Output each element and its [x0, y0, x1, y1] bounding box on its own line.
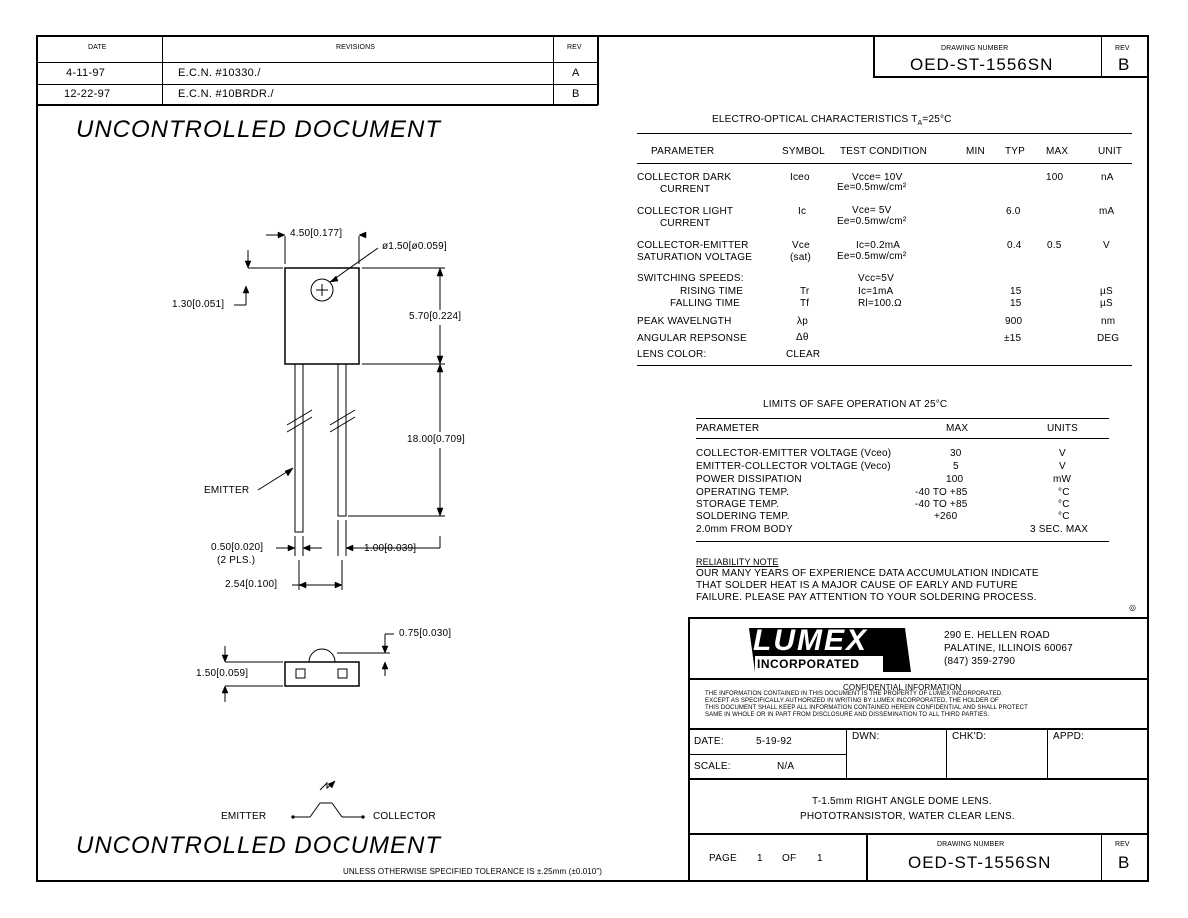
- dim-lead-offset: 1.00[0.039]: [364, 543, 417, 554]
- limits-param: 2.0mm FROM BODY: [696, 524, 793, 535]
- page-of-label: OF: [782, 853, 797, 864]
- schematic-collector-label: COLLECTOR: [373, 811, 436, 822]
- limits-max: -40 TO +85: [915, 499, 968, 510]
- lumex-logo: [745, 626, 915, 674]
- eo-typ: 6.0: [1006, 206, 1021, 217]
- limits-header-units: UNITS: [1047, 423, 1078, 434]
- uncontrolled-watermark-top: UNCONTROLLED DOCUMENT: [76, 116, 442, 143]
- limits-param: POWER DISSIPATION: [696, 474, 802, 485]
- schematic-emitter-label: EMITTER: [221, 811, 267, 822]
- limits-unit: V: [1059, 461, 1066, 472]
- eo-symbol: Tr: [800, 286, 810, 297]
- eo-header-max: MAX: [1046, 146, 1069, 157]
- limits-param: EMITTER-COLLECTOR VOLTAGE (Veco): [696, 461, 891, 472]
- eo-cond: Ee=0.5mw/cm²: [837, 251, 907, 262]
- date-label: DATE:: [694, 736, 724, 747]
- drawing-number-label: DRAWING NUMBER: [941, 45, 1009, 52]
- eo-param: ANGULAR REPSONSE: [637, 333, 747, 344]
- uncontrolled-watermark-bottom: UNCONTROLLED DOCUMENT: [76, 832, 442, 859]
- page-number: 1: [757, 853, 763, 864]
- rev-header-rev: REV: [567, 44, 582, 51]
- eo-symbol: Ic: [798, 206, 807, 217]
- eo-cond: Ic=1mA: [858, 286, 894, 297]
- rev-row-rev: A: [572, 67, 580, 79]
- part-description-2: PHOTOTRANSISTOR, WATER CLEAR LENS.: [800, 811, 1015, 822]
- limits-unit: mW: [1053, 474, 1072, 485]
- emitter-label: EMITTER: [204, 485, 250, 496]
- limits-param: SOLDERING TEMP.: [696, 511, 790, 522]
- reliability-line: OUR MANY YEARS OF EXPERIENCE DATA ACCUMULATION INDICATE: [696, 568, 1039, 579]
- eo-symbol: Vce: [792, 240, 810, 251]
- rev-row-date: 4-11-97: [66, 67, 106, 79]
- reliability-title: RELIABILITY NOTE: [696, 557, 779, 567]
- eo-unit: DEG: [1097, 333, 1120, 344]
- eo-header-param: PARAMETER: [651, 146, 715, 157]
- rev-row-desc: E.C.N. #10BRDR./: [178, 88, 274, 100]
- eo-cond: Vcc=5V: [858, 273, 894, 284]
- company-phone: (847) 359-2790: [944, 656, 1016, 667]
- eo-unit: nm: [1101, 316, 1116, 327]
- eo-cond: Rl=100.Ω: [858, 298, 902, 309]
- eo-typ: 900: [1005, 316, 1023, 327]
- page-total: 1: [817, 853, 823, 864]
- eo-cond: Ic=0.2mA: [856, 240, 901, 251]
- chkd-label: CHK'D:: [952, 731, 987, 742]
- eo-header-cond: TEST CONDITION: [840, 146, 928, 157]
- eo-param: FALLING TIME: [670, 298, 741, 309]
- eo-unit: V: [1103, 240, 1110, 251]
- rev-row-desc: E.C.N. #10330./: [178, 67, 261, 79]
- eo-header-typ: TYP: [1005, 146, 1026, 157]
- dim-lead-pitch: 2.54[0.100]: [225, 579, 278, 590]
- eo-unit: mA: [1099, 206, 1115, 217]
- tolerance-note: UNLESS OTHERWISE SPECIFIED TOLERANCE IS ±.25mm (±0.010"): [343, 867, 603, 876]
- dim-body-height: 5.70[0.224]: [409, 311, 462, 322]
- limits-unit: °C: [1058, 499, 1070, 510]
- confidential-line: EXCEPT AS SPECIFICALLY AUTHORIZED IN WRITING BY LUMEX INCORPORATED, THE HOLDER OF: [705, 698, 999, 704]
- eo-max: 100: [1046, 172, 1064, 183]
- eo-symbol: (sat): [790, 252, 811, 263]
- limits-param: OPERATING TEMP.: [696, 487, 790, 498]
- eo-param: PEAK WAVELNGTH: [637, 316, 732, 327]
- eo-symbol: Tf: [800, 298, 810, 309]
- reliability-line: THAT SOLDER HEAT IS A MAJOR CAUSE OF EARLY AND FUTURE: [696, 580, 1018, 591]
- dwn-label: DWN:: [852, 731, 880, 742]
- limits-max: +260: [934, 511, 958, 522]
- limits-param: STORAGE TEMP.: [696, 499, 780, 510]
- eo-unit: µS: [1100, 298, 1113, 309]
- eo-header-min: MIN: [966, 146, 985, 157]
- eo-symbol: CLEAR: [786, 349, 821, 360]
- limits-unit: 3 SEC. MAX: [1030, 524, 1089, 535]
- limits-unit: °C: [1058, 487, 1070, 498]
- bottom-drawing-number: OED-ST-1556SN: [908, 853, 1052, 872]
- limits-param: COLLECTOR-EMITTER VOLTAGE (Vceo): [696, 448, 892, 459]
- part-description-1: T-1.5mm RIGHT ANGLE DOME LENS.: [812, 796, 992, 807]
- rev-header-revisions: REVISIONS: [336, 44, 376, 51]
- bottom-rev-value: B: [1118, 853, 1131, 872]
- confidential-line: THIS DOCUMENT SHALL KEEP ALL INFORMATION CONTAINED HEREIN CONFIDENTIAL AND SHALL PROTECT: [705, 705, 1028, 711]
- rev-label: REV: [1115, 45, 1130, 52]
- eo-param: CURRENT: [660, 218, 711, 229]
- eo-symbol: λp: [797, 316, 808, 327]
- eo-symbol: Δθ: [796, 332, 809, 343]
- eo-param: RISING TIME: [680, 286, 744, 297]
- eo-typ: 0.4: [1007, 240, 1022, 251]
- rev-value: B: [1118, 55, 1131, 74]
- company-address-2: PALATINE, ILLINOIS 60067: [944, 643, 1073, 654]
- dim-lens-offset: 1.30[0.051]: [172, 299, 225, 310]
- eo-cond: Vcce= 10V: [852, 172, 903, 183]
- dim-width: 4.50[0.177]: [290, 228, 343, 239]
- drawing-number: OED-ST-1556SN: [910, 55, 1054, 74]
- lumex-incorporated: INCORPORATED: [757, 657, 860, 671]
- eo-typ: ±15: [1004, 333, 1022, 344]
- eo-cond: Ee=0.5mw/cm²: [837, 182, 907, 193]
- eo-symbol: Iceo: [790, 172, 810, 183]
- bottom-drawing-label: DRAWING NUMBER: [937, 841, 1005, 848]
- eo-unit: nA: [1101, 172, 1114, 183]
- limits-max: -40 TO +85: [915, 487, 968, 498]
- eo-param: COLLECTOR-EMITTER: [637, 240, 749, 251]
- limits-header-max: MAX: [946, 423, 969, 434]
- limits-unit: °C: [1058, 511, 1070, 522]
- dim-lead-length: 18.00[0.709]: [407, 434, 466, 445]
- confidential-title: CONFIDENTIAL INFORMATION: [843, 683, 962, 692]
- eo-param: LENS COLOR:: [637, 349, 707, 360]
- lumex-logo-text: LUMEX: [753, 624, 868, 657]
- dim-lens-diameter: ø1.50[ø0.059]: [382, 241, 447, 252]
- limits-max: 5: [953, 461, 959, 472]
- confidential-line: SAME IN WHOLE OR IN PART FROM DISCLOSURE AND DISSEMINATION TO ALL THIRD PARTIES.: [705, 712, 990, 718]
- eo-param: SWITCHING SPEEDS:: [637, 273, 744, 284]
- rev-row-rev: B: [572, 88, 580, 100]
- eo-header-symbol: SYMBOL: [782, 146, 825, 157]
- eo-cond: Vce= 5V: [852, 205, 892, 216]
- limits-title: LIMITS OF SAFE OPERATION AT 25°C: [763, 399, 948, 410]
- page-label: PAGE: [709, 853, 737, 864]
- eo-cond: Ee=0.5mw/cm²: [837, 216, 907, 227]
- dim-side-height: 1.50[0.059]: [196, 668, 249, 679]
- rev-header-date: DATE: [88, 44, 107, 51]
- eo-title: ELECTRO-OPTICAL CHARACTERISTICS $T_A=25^\circ C$: [712, 114, 952, 127]
- eo-param: COLLECTOR DARK: [637, 172, 732, 183]
- eo-max: 0.5: [1047, 240, 1062, 251]
- limits-header-param: PARAMETER: [696, 423, 760, 434]
- reliability-line: FAILURE. PLEASE PAY ATTENTION TO YOUR SOLDERING PROCESS.: [696, 592, 1037, 603]
- company-address-1: 290 E. HELLEN ROAD: [944, 630, 1050, 641]
- rev-row-date: 12-22-97: [64, 88, 111, 100]
- eo-typ: 15: [1010, 298, 1022, 309]
- limits-unit: V: [1059, 448, 1066, 459]
- limits-max: 30: [950, 448, 962, 459]
- appd-label: APPD:: [1053, 731, 1085, 742]
- eo-unit: µS: [1100, 286, 1113, 297]
- scale-value: N/A: [777, 761, 795, 772]
- eo-typ: 15: [1010, 286, 1022, 297]
- eo-param: SATURATION VOLTAGE: [637, 252, 753, 263]
- eo-param: COLLECTOR LIGHT: [637, 206, 734, 217]
- limits-max: 100: [946, 474, 964, 485]
- dim-lead-width: 0.50[0.020]: [211, 542, 264, 553]
- date-value: 5-19-92: [756, 736, 792, 747]
- scale-label: SCALE:: [694, 761, 731, 772]
- dim-dome-height: 0.75[0.030]: [399, 628, 452, 639]
- eo-header-unit: UNIT: [1098, 146, 1123, 157]
- bottom-rev-label: REV: [1115, 841, 1130, 848]
- registered-mark-icon: ◎: [1129, 603, 1136, 612]
- confidential-line: THE INFORMATION CONTAINED IN THIS DOCUMENT IS THE PROPERTY OF LUMEX INCORPORATED.: [705, 691, 1003, 697]
- dim-lead-width-note: (2 PLS.): [217, 555, 256, 566]
- eo-param: CURRENT: [660, 184, 711, 195]
